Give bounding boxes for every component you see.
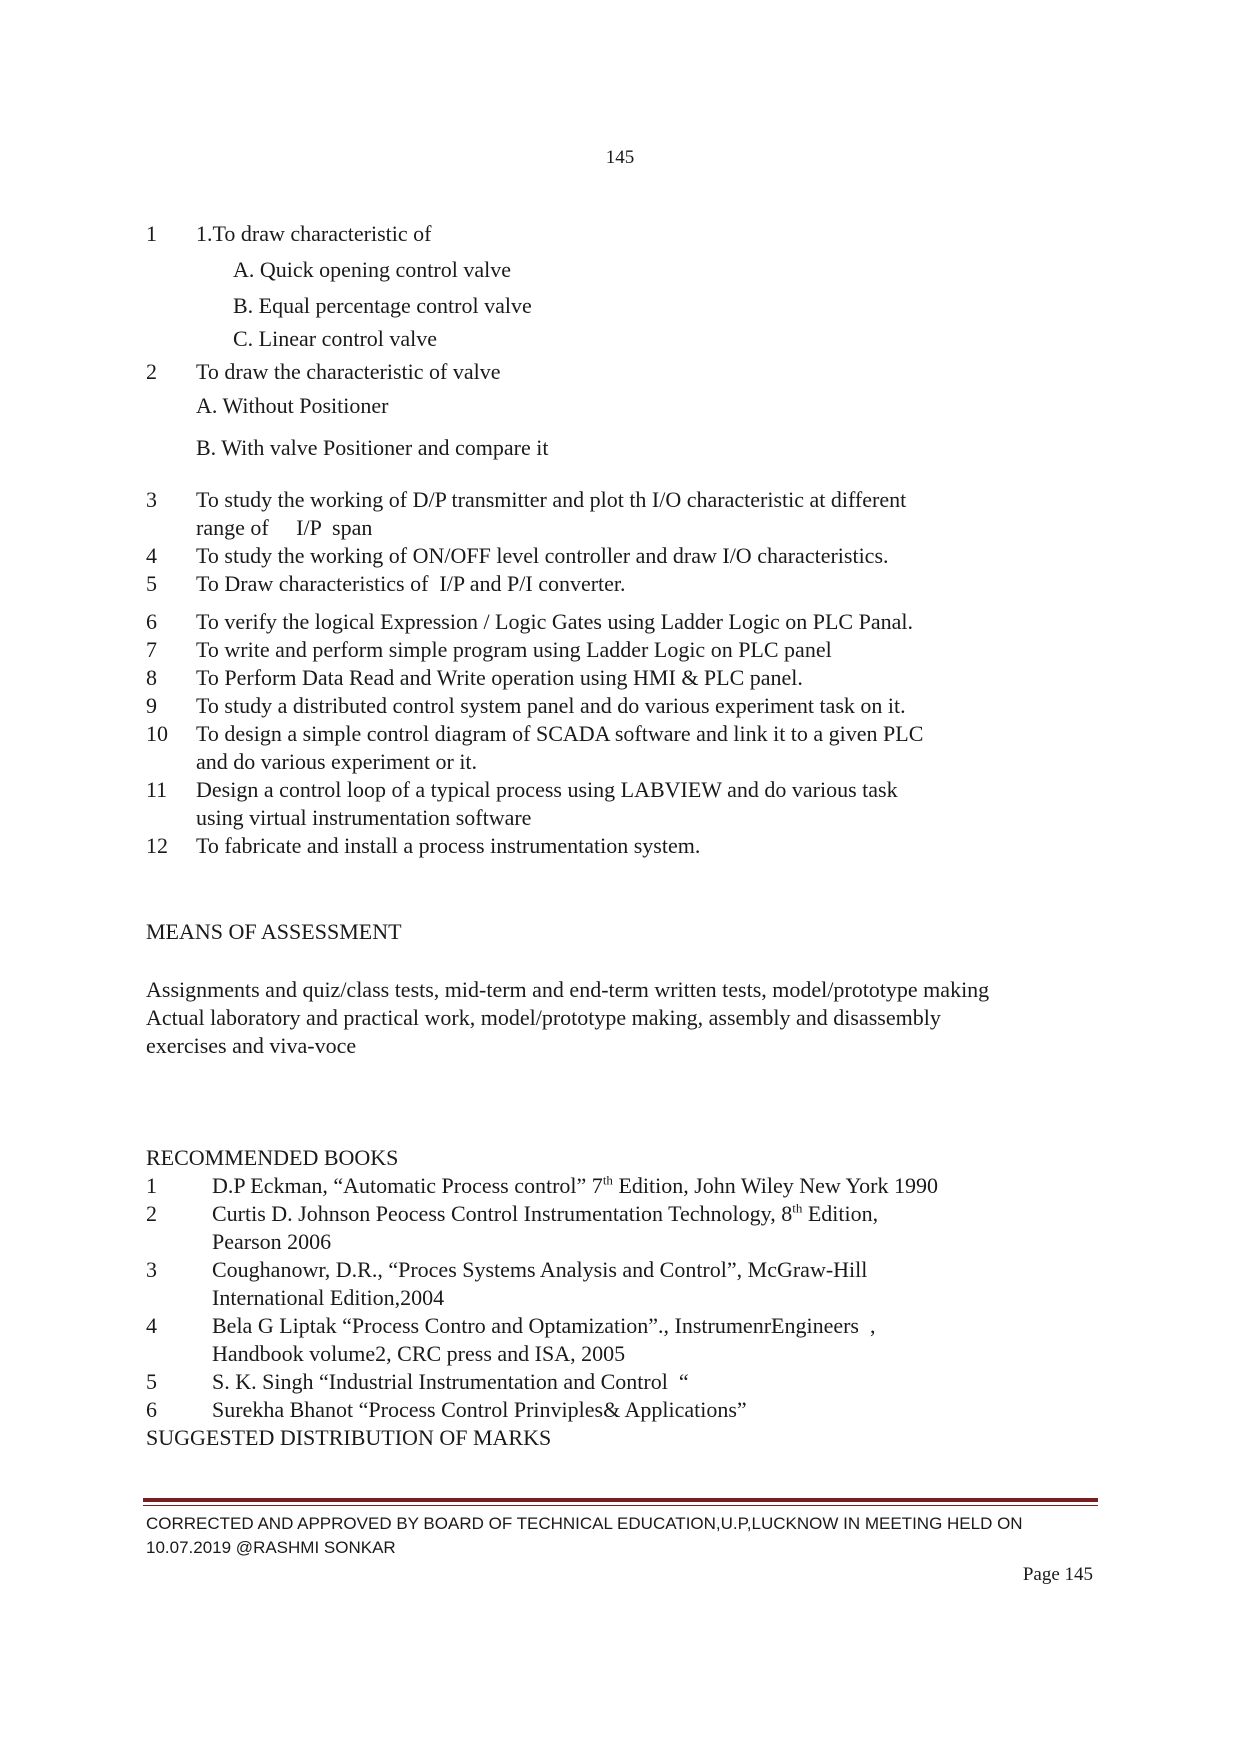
experiment-number: 9 bbox=[146, 693, 157, 718]
book-entry: Coughanowr, D.R., “Proces Systems Analysis and Control”, McGraw-Hill bbox=[212, 1257, 868, 1282]
book-number: 2 bbox=[146, 1201, 157, 1226]
experiment-number: 2 bbox=[146, 359, 157, 384]
experiment-number: 5 bbox=[146, 571, 157, 596]
experiment-text: To Draw characteristics of I/P and P/I converter. bbox=[196, 571, 626, 596]
experiment-text-continued: range of I/P span bbox=[196, 515, 373, 540]
experiment-subitem: B. With valve Positioner and compare it bbox=[196, 435, 549, 460]
experiment-text: To verify the logical Expression / Logic Gates using Ladder Logic on PLC Panal. bbox=[196, 609, 913, 634]
experiment-text: To draw the characteristic of valve bbox=[196, 359, 501, 384]
book-entry: Curtis D. Johnson Peocess Control Instrumentation Technology, 8th Edition, bbox=[212, 1200, 879, 1226]
experiment-text: To Perform Data Read and Write operation using HMI & PLC panel. bbox=[196, 665, 803, 690]
book-entry: D.P Eckman, “Automatic Process control” 7th Edition, John Wiley New York 1990 bbox=[212, 1172, 938, 1198]
experiment-number: 4 bbox=[146, 543, 157, 568]
experiment-subitem: C. Linear control valve bbox=[233, 326, 438, 351]
experiment-text-continued: using virtual instrumentation software bbox=[196, 805, 532, 830]
experiment-text: To study a distributed control system panel and do various experiment task on it. bbox=[196, 693, 906, 718]
book-number: 5 bbox=[146, 1369, 157, 1394]
footer-line: CORRECTED AND APPROVED BY BOARD OF TECHNICAL EDUCATION,U.P,LUCKNOW IN MEETING HELD ON bbox=[146, 1514, 1023, 1533]
experiment-subitem: B. Equal percentage control valve bbox=[233, 293, 532, 318]
experiment-text: To write and perform simple program using Ladder Logic on PLC panel bbox=[196, 637, 832, 662]
experiment-text: To design a simple control diagram of SCADA software and link it to a given PLC bbox=[196, 721, 924, 746]
book-entry-continued: Handbook volume2, CRC press and ISA, 2005 bbox=[212, 1341, 626, 1366]
experiment-number: 7 bbox=[146, 637, 157, 662]
assessment-line: Assignments and quiz/class tests, mid-term and end-term written tests, model/prototype making bbox=[146, 977, 990, 1002]
footer-line: 10.07.2019 @RASHMI SONKAR bbox=[146, 1538, 396, 1557]
book-entry-continued: Pearson 2006 bbox=[212, 1229, 332, 1254]
experiment-text: To study the working of D/P transmitter and plot th I/O characteristic at different bbox=[196, 487, 907, 512]
experiment-text: Design a control loop of a typical process using LABVIEW and do various task bbox=[196, 777, 898, 802]
book-entry: Bela G Liptak “Process Contro and Optamization”., InstrumenrEngineers , bbox=[212, 1313, 876, 1338]
experiment-text-continued: and do various experiment or it. bbox=[196, 749, 478, 774]
footer-rule-thin bbox=[143, 1505, 1098, 1506]
experiment-number: 1 bbox=[146, 221, 157, 246]
experiment-subitem: A. Quick opening control valve bbox=[233, 257, 511, 282]
footer-page-number: Page 145 bbox=[1022, 1564, 1093, 1585]
book-entry-continued: International Edition,2004 bbox=[212, 1285, 445, 1310]
experiment-number: 10 bbox=[146, 721, 168, 746]
experiment-subitem: A. Without Positioner bbox=[196, 393, 389, 418]
experiment-number: 3 bbox=[146, 487, 157, 512]
assessment-line: Actual laboratory and practical work, model/prototype making, assembly and disassembly bbox=[146, 1005, 941, 1030]
experiment-text: To study the working of ON/OFF level controller and draw I/O characteristics. bbox=[196, 543, 889, 568]
experiment-number: 12 bbox=[146, 833, 168, 858]
assessment-heading: MEANS OF ASSESSMENT bbox=[146, 919, 402, 944]
footer-approval-note bbox=[146, 1512, 1106, 1560]
assessment-line: exercises and viva-voce bbox=[146, 1033, 357, 1058]
book-number: 4 bbox=[146, 1313, 157, 1338]
book-number: 3 bbox=[146, 1257, 157, 1282]
experiment-text: 1.To draw characteristic of bbox=[196, 221, 432, 246]
distribution-heading: SUGGESTED DISTRIBUTION OF MARKS bbox=[146, 1425, 552, 1450]
book-entry: S. K. Singh “Industrial Instrumentation and Control “ bbox=[212, 1369, 689, 1394]
footer-rule bbox=[143, 1498, 1098, 1502]
books-heading: RECOMMENDED BOOKS bbox=[146, 1145, 399, 1170]
book-entry: Surekha Bhanot “Process Control Prinviples& Applications” bbox=[212, 1397, 747, 1422]
book-number: 6 bbox=[146, 1397, 157, 1422]
book-number: 1 bbox=[146, 1173, 157, 1198]
page-number-top: 145 bbox=[605, 147, 635, 168]
experiment-number: 11 bbox=[146, 777, 168, 802]
experiment-number: 6 bbox=[146, 609, 157, 634]
experiment-text: To fabricate and install a process instrumentation system. bbox=[196, 833, 701, 858]
experiment-number: 8 bbox=[146, 665, 157, 690]
